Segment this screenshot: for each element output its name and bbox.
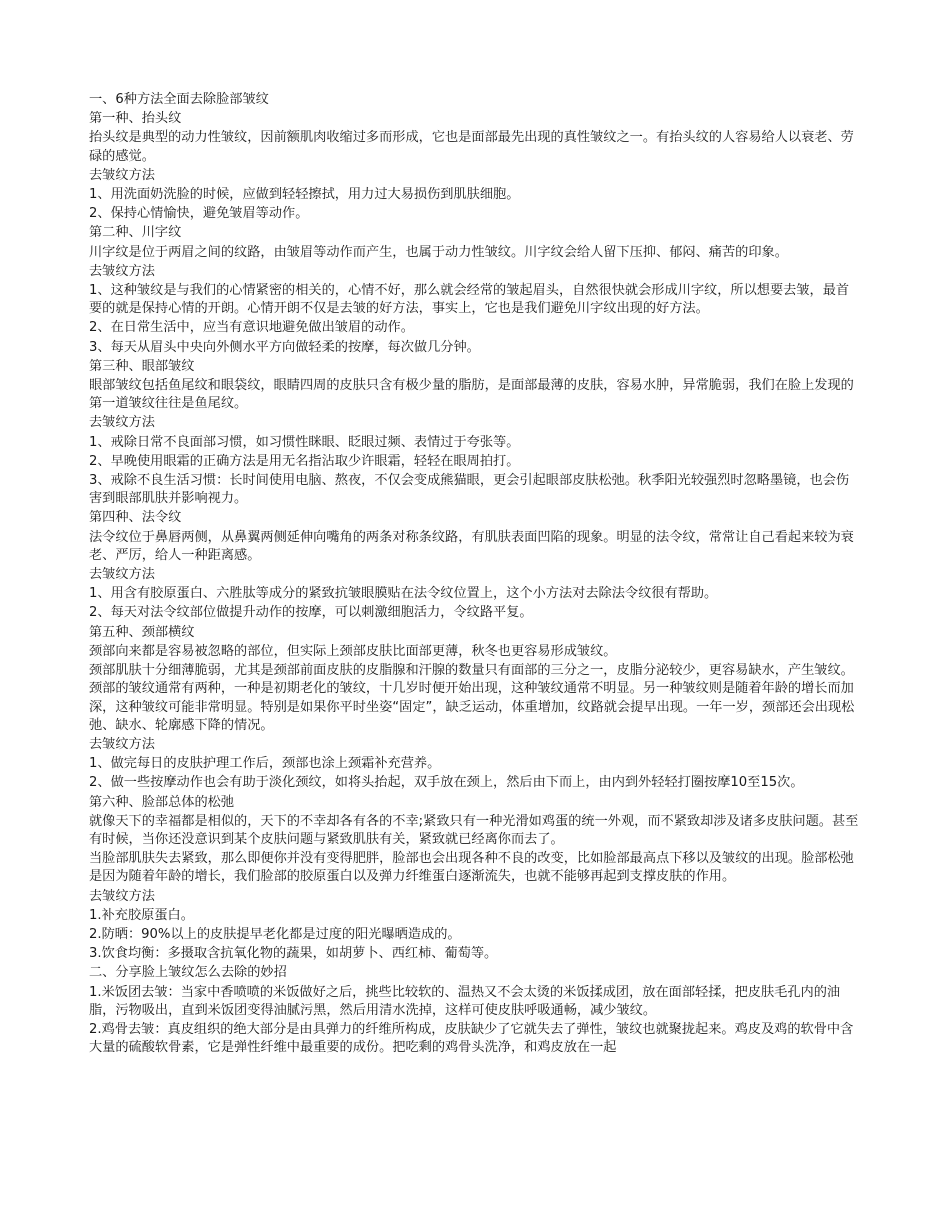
text-line: 抬头纹是典型的动力性皱纹，因前额肌肉收缩过多而形成，它也是面部最先出现的真性皱纹之一。有抬头纹的人容易给人以衰老、劳碌的感觉。: [89, 130, 854, 164]
text-line: 1、这种皱纹是与我们的心情紧密的相关的，心情不好，那么就会经常的皱起眉头，自然很快就会形成川字纹，所以想要去皱，最首要的就是保持心情的开朗。心情开朗不仅是去皱的好方法，事实上，它也是我们避免川字纹出现的好方法。: [89, 283, 850, 317]
text-line: 3.饮食均衡：多摄取含抗氧化物的蔬果，如胡萝卜、西红柿、葡萄等。: [89, 946, 498, 962]
text-line: 3、每天从眉头中央向外侧水平方向做轻柔的按摩，每次做几分钟。: [89, 339, 480, 355]
text-line: 2、在日常生活中，应当有意识地避免做出皱眉的动作。: [89, 320, 414, 336]
text-line: 第三种、眼部皱纹: [89, 358, 195, 374]
text-line: 去皱纹方法: [89, 167, 155, 183]
text-line: 1、做完每日的皮肤护理工作后，颈部也涂上颈霜补充营养。: [89, 756, 441, 772]
text-line: 二、分享脸上皱纹怎么去除的妙招: [89, 965, 287, 981]
text-line: 颈部向来都是容易被忽略的部位，但实际上颈部皮肤比面部更薄，秋冬也更容易形成皱纹。: [89, 643, 617, 659]
text-line: 2、做一些按摩动作也会有助于淡化颈纹，如将头抬起，双手放在颈上，然后由下而上，由内到外轻轻打圈按摩10至15次。: [89, 775, 804, 791]
text-line: 颈部肌肤十分细薄脆弱，尤其是颈部前面皮肤的皮脂腺和汗腺的数量只有面部的三分之一，皮脂分泌较少，更容易缺水，产生皱纹。颈部的皱纹通常有两种，一种是初期老化的皱纹，十几岁时便开始出现，这种皱纹通常不明显。另一种皱纹则是随着年龄的增长而加深，这种皱纹可能非常明显。特别是如果你平时坐姿“固定”，缺乏运动，体重增加，纹路就会提早出现。一年一岁，颈部还会出现松弛、缺水、轮廓感下降的情况。: [89, 663, 855, 733]
text-line: 2.防晒：90%以上的皮肤提早老化都是过度的阳光曝晒造成的。: [89, 926, 461, 942]
text-line: 去皱纹方法: [89, 415, 155, 431]
text-line: 一、6种方法全面去除脸部皱纹: [89, 92, 269, 107]
text-line: 1、戒除日常不良面部习惯，如习惯性眯眼、眨眼过频、表情过于夸张等。: [89, 434, 520, 450]
text-line: 川字纹是位于两眉之间的纹路，由皱眉等动作而产生，也属于动力性皱纹。川字纹会给人留下压抑、郁闷、痛苦的印象。: [89, 244, 788, 260]
text-line: 1、用含有胶原蛋白、六胜肽等成分的紧致抗皱眼膜贴在法令纹位置上，这个小方法对去除法令纹很有帮助。: [89, 586, 718, 602]
text-line: 2、每天对法令纹部位做提升动作的按摩，可以刺激细胞活力，令纹路平复。: [89, 605, 533, 621]
text-line: 第五种、颈部横纹: [89, 624, 195, 640]
text-line: 第六种、脸部总体的松弛: [89, 794, 235, 810]
text-line: 眼部皱纹包括鱼尾纹和眼袋纹，眼睛四周的皮肤只含有极少量的脂肪，是面部最薄的皮肤，容易水肿，异常脆弱，我们在脸上发现的第一道皱纹往往是鱼尾纹。: [89, 378, 854, 412]
text-line: 第一种、抬头纹: [89, 111, 182, 127]
text-line: 去皱纹方法: [89, 888, 155, 904]
text-line: 2、保持心情愉快，避免皱眉等动作。: [89, 206, 309, 222]
text-line: 1.米饭团去皱：当家中香喷喷的米饭做好之后，挑些比较软的、温热又不会太烫的米饭揉成团，放在面部轻揉，把皮肤毛孔内的油脂，污物吸出，直到米饭团变得油腻污黑，然后用清水洗掉，这样可使皮肤呼吸通畅，减少皱纹。: [89, 984, 841, 1018]
text-line: 当脸部肌肤失去紧致，那么即便你并没有变得肥胖，脸部也会出现各种不良的改变，比如脸部最高点下移以及皱纹的出现。脸部松弛是因为随着年龄的增长，我们脸部的胶原蛋白以及弹力纤维蛋白逐渐流失，也就不能够再起到支撑皮肤的作用。: [89, 851, 854, 885]
text-line: 法令纹位于鼻唇两侧，从鼻翼两侧延伸向嘴角的两条对称条纹路，有肌肤表面凹陷的现象。明显的法令纹，常常让自己看起来较为衰老、严厉，给人一种距离感。: [89, 529, 854, 563]
text-line: 1、用洗面奶洗脸的时候，应做到轻轻擦拭，用力过大易损伤到肌肤细胞。: [89, 187, 520, 203]
text-line: 去皱纹方法: [89, 736, 155, 752]
text-line: 第四种、法令纹: [89, 510, 182, 526]
text-line: 2、早晚使用眼霜的正确方法是用无名指沾取少许眼霜，轻轻在眼周拍打。: [89, 453, 520, 469]
text-line: 2.鸡骨去皱：真皮组织的绝大部分是由具弹力的纤维所构成，皮肤缺少了它就失去了弹性，皱纹也就聚拢起来。鸡皮及鸡的软骨中含大量的硫酸软骨素，它是弹性纤维中最重要的成份。把吃剩的鸡骨头洗净，和鸡皮放在一起: [89, 1021, 854, 1056]
text-line: 1.补充胶原蛋白。: [89, 907, 194, 923]
text-line: 3、戒除不良生活习惯：长时间使用电脑、熬夜，不仅会变成熊猫眼，更会引起眼部皮肤松弛。秋季阳光较强烈时忽略墨镜，也会伤害到眼部肌肤并影响视力。: [89, 473, 850, 507]
document-body: [89, 90, 859, 1057]
text-line: 就像天下的幸福都是相似的，天下的不幸却各有各的不幸;紧致只有一种光滑如鸡蛋的统一外观，而不紧致却涉及诸多皮肤问题。甚至有时候，当你还没意识到某个皮肤问题与紧致肌肤有关，紧致就已经离你而去了。: [89, 813, 859, 847]
text-line: 第二种、川字纹: [89, 225, 182, 241]
text-line: 去皱纹方法: [89, 567, 155, 583]
text-line: 去皱纹方法: [89, 263, 155, 279]
